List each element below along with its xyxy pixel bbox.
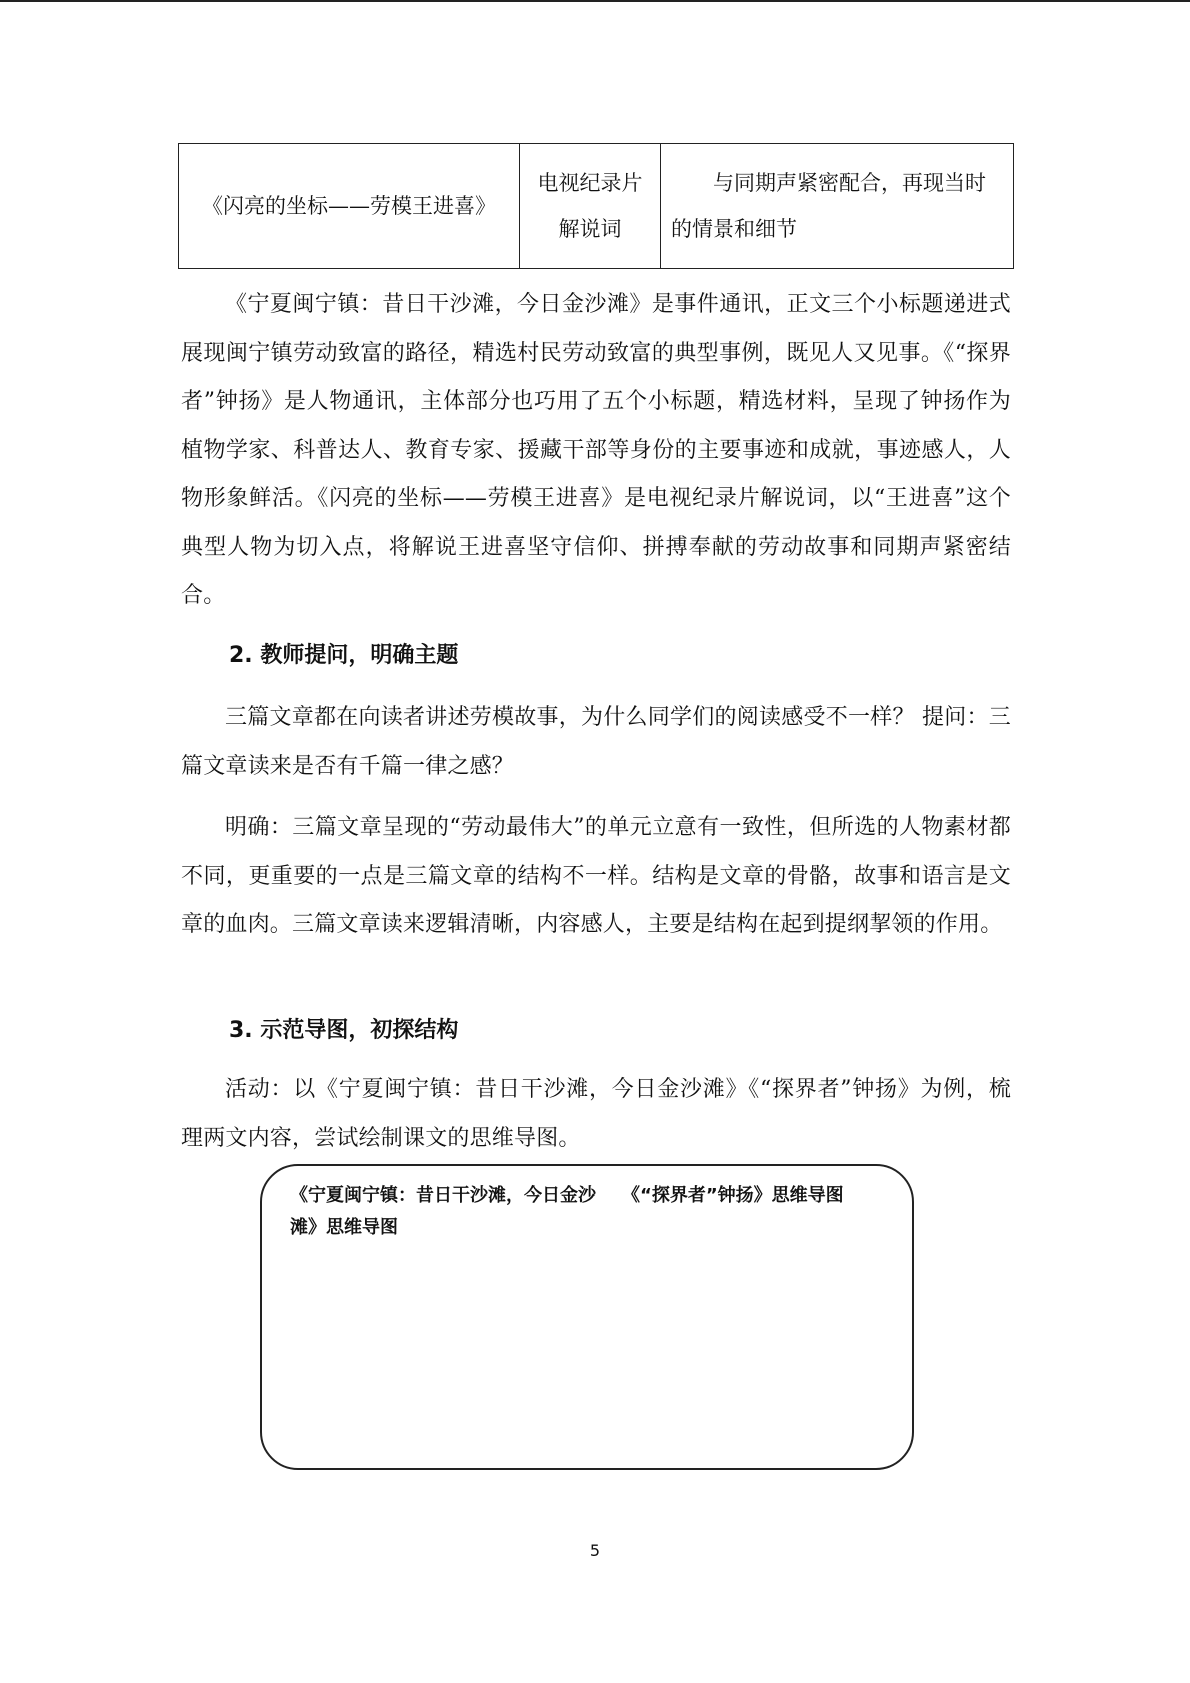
paragraph-activity: 活动：以《宁夏闽宁镇：昔日干沙滩，今日金沙滩》《“探界者”钟扬》为例，梳理两文内容，尝试绘制课文的思维导图。 [181,1077,1011,1151]
mindmap-label-minning: 《宁夏闽宁镇：昔日干沙滩，今日金沙滩》思维导图 [290,1185,596,1238]
paragraph-clarification: 明确：三篇文章呈现的“劳动最伟大”的单元立意有一致性，但所选的人物素材都不同，更重要的一点是三篇文章的结构不一样。结构是文章的骨骼，故事和语言是文章的血肉。三篇文章读来逻辑清晰，内容感人，主要是结构在起到提纲挈领的作用。 [181,815,1011,937]
section-heading-2: 2. 教师提问，明确主题 [229,643,459,668]
table-cell-note: 与同期声紧密配合，再现当时的情景和细节 [661,144,1014,269]
summary-table [178,143,1014,269]
section-heading-3: 3. 示范导图，初探结构 [229,1018,459,1043]
page-number: 5 [589,1541,601,1560]
paragraph-question: 三篇文章都在向读者讲述劳模故事，为什么同学们的阅读感受不一样？ 提问：三篇文章读来是否有千篇一律之感？ [181,705,1011,779]
top-rule [0,0,1190,2]
mindmap-box [260,1164,914,1470]
table-cell-type: 电视纪录片解说词 [520,144,661,269]
table-row [179,144,1014,269]
mindmap-label-zhongyang: 《“探界者”钟扬》思维导图 [622,1185,844,1206]
table-cell-title: 《闪亮的坐标——劳模王进喜》 [179,144,520,269]
paragraph-summary: 《宁夏闽宁镇：昔日干沙滩，今日金沙滩》是事件通讯，正文三个小标题递进式展现闽宁镇劳动致富的路径，精选村民劳动致富的典型事例，既见人又见事。《“探界者”钟扬》是人物通讯，主体部分也巧用了五个小标题，精选材料，呈现了钟扬作为植物学家、科普达人、教育专家、援藏干部等身份的主要事迹和成就，事迹感人，人物形象鲜活。《闪亮的坐标——劳模王进喜》是电视纪录片解说词，以“王进喜”这个典型人物为切入点，将解说王进喜坚守信仰、拼搏奉献的劳动故事和同期声紧密结合。 [181,292,1011,608]
